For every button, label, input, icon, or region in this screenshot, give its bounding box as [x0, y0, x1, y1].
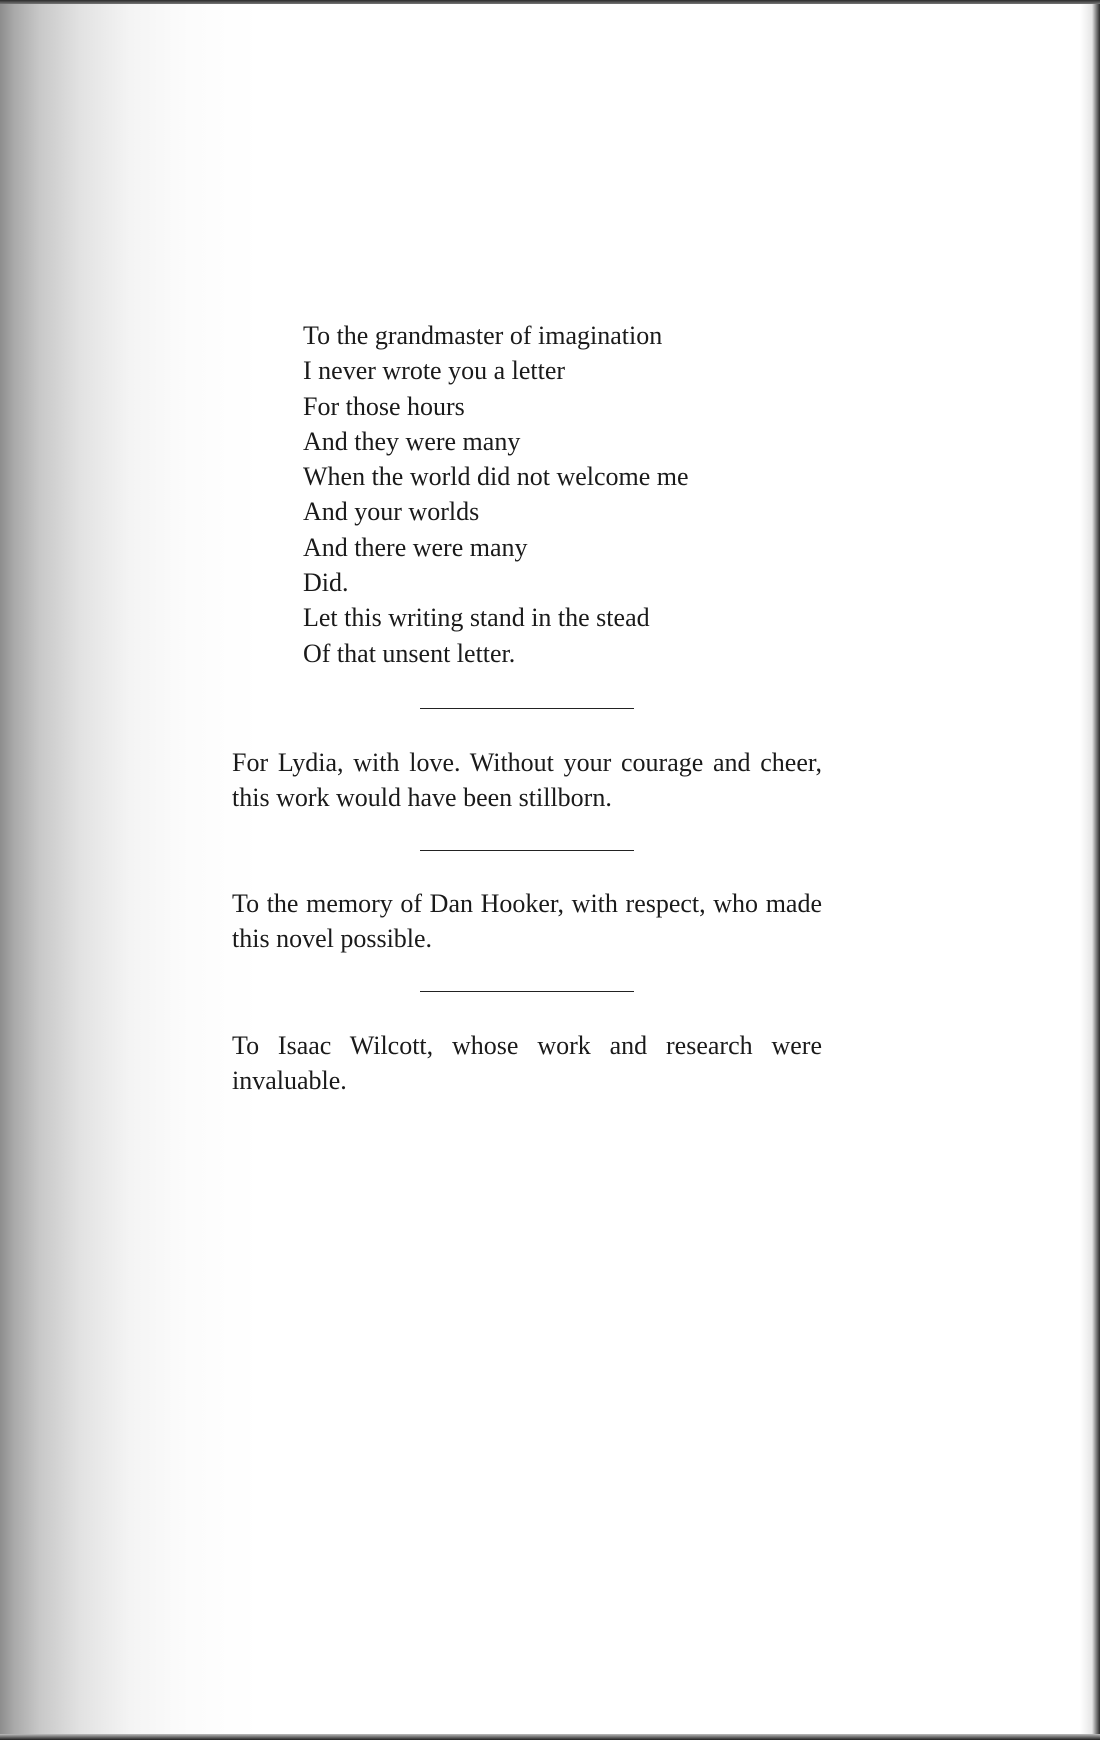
poem-line: Of that unsent letter. — [303, 638, 516, 668]
poem-line: To the grandmaster of imagination — [303, 321, 663, 350]
section-divider — [420, 991, 634, 992]
dedication-dan-hooker: To the memory of Dan Hooker, with respect, who made this novel possible. — [232, 889, 822, 953]
section-divider — [420, 850, 634, 851]
poem-line: Did. — [303, 568, 349, 598]
poem-line: Let this writing stand in the stead — [303, 603, 650, 633]
poem-line: And they were many — [303, 426, 521, 456]
poem-line: And your worlds — [303, 497, 480, 527]
poem-line: I never wrote you a letter — [303, 356, 566, 386]
poem-line: When the world did not welcome me — [303, 462, 689, 492]
dedication-lydia: For Lydia, with love. Without your courage and cheer, this work would have been stillborn. — [232, 748, 822, 812]
page-top-edge — [0, 0, 1100, 4]
poem-line: And there were many — [303, 532, 528, 562]
page-bottom-edge — [0, 1734, 1100, 1740]
section-divider — [420, 708, 634, 709]
dedication-isaac-wilcott: To Isaac Wilcott, whose work and research were invaluable. — [232, 1031, 822, 1095]
poem-line: For those hours — [303, 391, 465, 421]
dedication-poem — [303, 318, 863, 671]
